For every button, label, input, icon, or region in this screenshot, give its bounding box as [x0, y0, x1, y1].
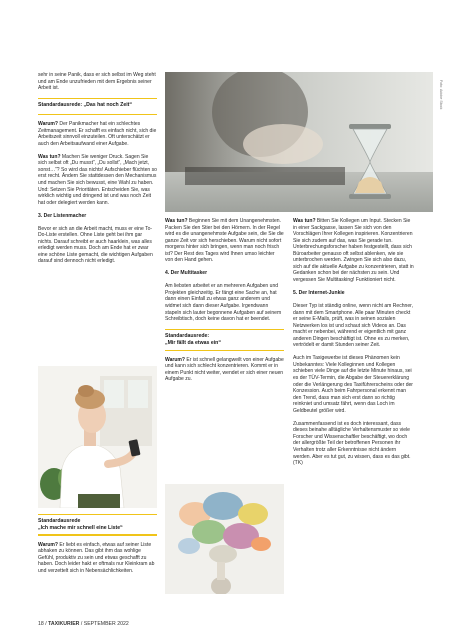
- warum-lead-2: Warum?: [38, 541, 59, 548]
- col2-box-title-line2: „Mir fällt da etwas ein“: [165, 339, 221, 346]
- image-credit: Foto: Adobe Stock: [439, 80, 443, 110]
- woman-phone-photo: [38, 366, 157, 508]
- box2-rule: [38, 514, 157, 515]
- box2-rule-bottom: [38, 534, 157, 535]
- box1-title: Standardausrede: „Das hat noch Zeit“: [38, 102, 132, 109]
- col2-box-rule: [165, 329, 284, 330]
- col3-p2: Dieser Typ ist ständig online, wenn nicht am Rechner, dann mit dem Smartphone. Alle paar Minuten checkt er seine E-Mails, prüft, was in seinen sozialen Netzwerken los ist und schaut sich Videos an. Das macht er nebenbei, während er eigentlich mit ganz anderen Dingen beschäftigt ist. Ohne es zu merken, vertrödelt er damit Stunden seiner Zeit.: [293, 303, 413, 349]
- warum-lead: Warum?: [38, 121, 59, 128]
- col1-paragraph-warum: [38, 121, 157, 147]
- col2-paragraph-warum: [165, 357, 284, 383]
- col2-p3-text: Er ist schnell gelangweilt von einer Aufgabe und kann sich schlecht konzentrieren. Kommt er in einem Punkt nicht weiter, wendet er sich einer neuen Aufgabe zu.: [165, 356, 284, 383]
- magazine-name: TAXIKURIER: [48, 621, 80, 627]
- col1-paragraph-warum-2: [38, 542, 157, 575]
- col1-intro: sehr in seine Panik, dass er sich selbst im Weg steht und am Ende unzufrieden mit dem Ergebnis seiner Arbeit ist.: [38, 72, 156, 92]
- issue-date: SEPTEMBER 2022: [83, 621, 129, 627]
- box1-rule: [38, 98, 157, 99]
- column-1: [38, 72, 157, 272]
- col2-p2: Am liebsten arbeitet er an mehreren Aufgaben und Projekten gleichzeitig. Er fängt eine Sache an, hat dann einen Einfall zu etwas ganz anderem und widmet sich dann dieser Aufgabe. Irgendwann stapeln sich lauter begonnene Aufgaben auf seinem Schreibtisch, doch keine davon hat er beendet.: [165, 283, 282, 323]
- hourglass-photo: [165, 72, 433, 212]
- col1-p4-text: Er liebt es einfach, etwas auf seiner Liste abhaken zu können. Das gibt ihm das wohlige Gefühl, produktiv zu sein und etwas geschafft zu haben. Doch leider hakt er oftmals nur Kleinkram ab und verzettelt sich in Nebensächlichkeiten.: [38, 541, 155, 574]
- col2-box-title-line1: Standardausrede:: [165, 333, 210, 340]
- woman-phone-illustration: [38, 366, 157, 508]
- col3-paragraph-was-tun: [293, 218, 414, 283]
- col3-p4: Zusammenfassend ist es doch interessant, dass dieses beinahe alltägliche Verhaltensmuster so viele Forscher und Wissenschaftler beschäftigt, wo doch der allergrößte Teil der betroffenen Personen ihr Verhalten trotz aller Erkenntnisse nicht ändern werden. Aber es tut gut, zu wissen, dass es das gibt. (TK): [293, 420, 411, 467]
- thought-bubbles-illustration: [165, 484, 284, 594]
- heading-internet-junkie: 5. Der Internet-Junkie: [293, 289, 345, 296]
- col2-paragraph-was-tun: [165, 218, 284, 264]
- col2-warum-lead: Warum?: [165, 356, 186, 363]
- col2-was-tun-lead: Was tun?: [165, 218, 188, 224]
- box2-title-line2: „Ich mache mir schnell eine Liste“: [38, 524, 123, 531]
- column-1-bottom: [38, 514, 157, 581]
- column-2: [165, 218, 284, 389]
- col2-box-rule-bottom: [165, 350, 284, 351]
- col3-was-tun-lead: Was tun?: [293, 218, 316, 224]
- col1-p1-text: Der Panikmacher hat ein schlechtes Zeitmanagement. Er schafft es einfach nicht, sich die Arbeitszeit sinnvoll einzuteilen. Oft unterschätzt er auch den Arbeitsaufwand einer Aufgabe.: [38, 121, 157, 147]
- page-footer: 18 / TAXIKURIER / SEPTEMBER 2022: [38, 621, 129, 627]
- col3-p1-text: Bitten Sie Kollegen um Input. Stecken Sie in einer Sackgasse, lassen Sie sich von den Vorschlägen Ihrer Kollegen inspirieren. Konzentrieren Sie sich zudem auf das, was Sie gerade tun. Unterbrechungsforscher haben festgestellt, dass sich Büroarbeiter genauso oft selbst ablenken, wie sie unterbrochen werden. Zwingen Sie sich also dazu, sich auf die aktuelle Aufgabe zu konzentrieren, statt in Gedanken schon bei der nächsten zu sein. Und vergessen Sie Multitasking! Funktioniert nicht.: [293, 218, 414, 283]
- heading-multitasker: 4. Der Multitasker: [165, 270, 208, 277]
- hourglass-illustration: [165, 72, 433, 212]
- col1-paragraph-was-tun: [38, 154, 157, 206]
- col1-p3: Bevor er sich an die Arbeit macht, muss er eine To-Do-Liste erstellen. Ohne Liste geht bei ihm gar nichts. Darauf schreibt er auch haarklein, was alles erledigt werden muss. Doch am Ende hat er zwar eine schöne Liste gemacht, die wichtigen Aufgaben darauf sind dennoch nicht erledigt.: [38, 225, 153, 265]
- page-number: 18: [38, 621, 44, 627]
- col3-p3: Auch im Taxigewerbe ist dieses Phänomen kein Unbekanntes: Viele Kolleginnen und Kollegen schieben viele Dinge auf die letzte Minute hinaus, sei es der TÜV-Termin, die Abgabe der Steuererklärung oder die Verlängerung des Taxiführerscheins oder der Konzession. Auch beim Fahrpersonal erkennt man den Trend, dass man sich erst dann so richtig reinkniet und umsatz fährt, wenn das Loch im Geldbeutel größer wird.: [293, 355, 413, 414]
- col2-p1-text: Beginnen Sie mit dem Unangenehmsten. Packen Sie den Stier bei den Hörnern. In der Regel wird es die unangenehmste Aufgabe sein, die Sie die ganze Zeit vor sich herschieben. Warum nicht sofort morgens hinter sich bringen, wenn man noch frisch ist? Der Rest des Tages wird Ihnen umso leichter von den Hand gehen.: [165, 218, 284, 264]
- box2-title-line1: Standardausrede: [38, 518, 81, 525]
- thought-bubbles-photo: [165, 484, 284, 594]
- col1-p2-text: Machen Sie weniger Druck. Sagen Sie sich selbst oft „Du musst“, „Du sollst“, „Mach jetzt, sonst…“? So wird das nichts! Aufschieber flüchten so erst recht. Ändern Sie stattdessen den Mechanismus und machen Sie sich bewusst, eine Wahl zu haben. Und: Setzen Sie Prioritäten. Entscheiden Sie, was wirklich wichtig und dringend ist und was noch Zeit hat oder delegiert werden kann.: [38, 153, 157, 206]
- heading-listenmacher: 3. Der Listenmacher: [38, 212, 87, 219]
- column-3: [293, 218, 414, 473]
- was-tun-lead: Was tun?: [38, 153, 61, 160]
- box1-rule-bottom: [38, 114, 157, 115]
